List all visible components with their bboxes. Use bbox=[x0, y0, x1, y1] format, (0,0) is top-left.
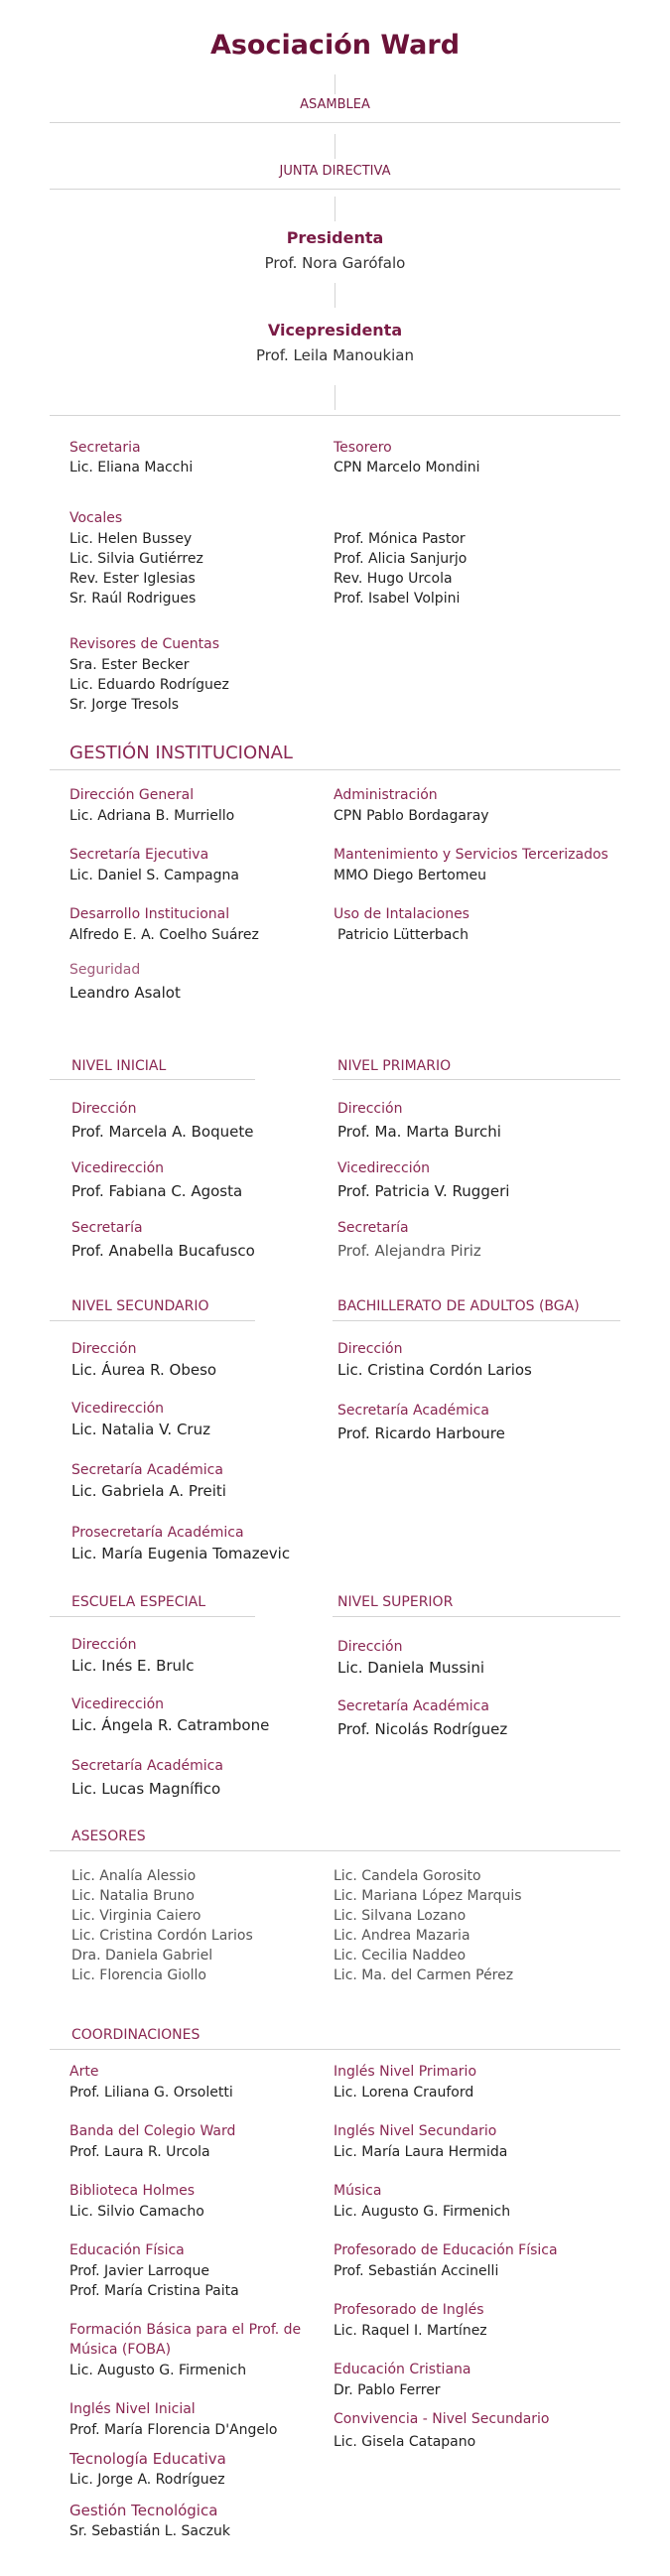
gestion-item-name: Lic. Adriana B. Murriello bbox=[69, 808, 235, 824]
gestion-item-label: Desarrollo Institucional bbox=[69, 906, 230, 922]
superior-item-name: Lic. Daniela Mussini bbox=[337, 1659, 485, 1677]
coordinacion-name: Prof. María Cristina Paita bbox=[69, 2283, 239, 2299]
primario-item-name: Prof. Ma. Marta Burchi bbox=[337, 1123, 501, 1141]
coordinacion-name: Sr. Sebastián L. Saczuk bbox=[69, 2523, 230, 2539]
coordinacion-name: Lic. Augusto G. Firmenich bbox=[334, 2204, 511, 2220]
inicial-item-label: Dirección bbox=[71, 1101, 137, 1117]
vocal-name: Sr. Raúl Rodrigues bbox=[69, 591, 197, 607]
bga-item-name: Lic. Cristina Cordón Larios bbox=[337, 1361, 532, 1379]
vocal-name: Lic. Silvia Gutiérrez bbox=[69, 551, 203, 567]
coordinacion-label: Inglés Nivel Inicial bbox=[69, 2401, 196, 2417]
asesor-name: Lic. Andrea Mazaria bbox=[334, 1928, 470, 1944]
especial-item-label: Vicedirección bbox=[71, 1696, 165, 1712]
especial-item-name: Lic. Ángela R. Catrambone bbox=[71, 1716, 270, 1734]
bga-heading: BACHILLERATO DE ADULTOS (BGA) bbox=[337, 1298, 580, 1314]
secretaria-label: Secretaria bbox=[69, 440, 141, 456]
coordinacion-label: Educación Cristiana bbox=[334, 2362, 471, 2377]
tesorero-label: Tesorero bbox=[334, 440, 392, 456]
presidenta-name: Prof. Nora Garófalo bbox=[264, 254, 406, 272]
asesor-name: Lic. Silvana Lozano bbox=[334, 1908, 467, 1924]
vocal-name: Prof. Isabel Volpini bbox=[334, 591, 461, 607]
secretaria-name: Lic. Eliana Macchi bbox=[69, 460, 194, 475]
asamblea-label: ASAMBLEA bbox=[300, 97, 370, 112]
coordinacion-label: Profesorado de Educación Física bbox=[334, 2242, 558, 2258]
asesores-heading: ASESORES bbox=[71, 1829, 146, 1844]
divider bbox=[333, 1079, 620, 1080]
coordinacion-name: Prof. María Florencia D'Angelo bbox=[69, 2422, 278, 2438]
coordinacion-label: Educación Física bbox=[69, 2242, 185, 2258]
vocal-name: Prof. Alicia Sanjurjo bbox=[334, 551, 468, 567]
asesor-name: Dra. Daniela Gabriel bbox=[71, 1948, 213, 1964]
divider bbox=[50, 769, 620, 770]
coordinacion-label: Inglés Nivel Primario bbox=[334, 2064, 477, 2080]
coordinacion-name: Dr. Pablo Ferrer bbox=[334, 2382, 441, 2398]
gestion-item-label: Administración bbox=[334, 787, 438, 803]
secundario-item-name: Lic. Gabriela A. Preiti bbox=[71, 1482, 226, 1500]
page-title: Asociación Ward bbox=[209, 30, 461, 61]
especial-item-label: Secretaría Académica bbox=[71, 1758, 223, 1774]
nivel-secundario-heading: NIVEL SECUNDARIO bbox=[71, 1298, 209, 1314]
inicial-item-name: Prof. Fabiana C. Agosta bbox=[71, 1182, 243, 1200]
gestion-item-name: MMO Diego Bertomeu bbox=[334, 868, 486, 883]
gestion-heading: GESTIÓN INSTITUCIONAL bbox=[69, 743, 293, 763]
primario-item-label: Dirección bbox=[337, 1101, 403, 1117]
inicial-item-name: Prof. Marcela A. Boquete bbox=[71, 1123, 254, 1141]
coordinacion-name: Lic. Lorena Crauford bbox=[334, 2085, 474, 2101]
vocal-name: Lic. Helen Bussey bbox=[69, 531, 193, 547]
secundario-item-label: Prosecretaría Académica bbox=[71, 1525, 244, 1541]
bga-item-label: Secretaría Académica bbox=[337, 1403, 489, 1419]
revisor-name: Sr. Jorge Tresols bbox=[69, 697, 180, 713]
coordinacion-label: Convivencia - Nivel Secundario bbox=[334, 2411, 550, 2427]
tesorero-name: CPN Marcelo Mondini bbox=[334, 460, 480, 475]
primario-item-label: Vicedirección bbox=[337, 1160, 431, 1176]
inicial-item-name: Prof. Anabella Bucafusco bbox=[71, 1242, 255, 1260]
gestion-item-name: Patricio Lütterbach bbox=[337, 927, 469, 943]
gestion-item-name: Lic. Daniel S. Campagna bbox=[69, 868, 239, 883]
vocales-label: Vocales bbox=[69, 510, 123, 526]
revisor-name: Lic. Eduardo Rodríguez bbox=[69, 677, 229, 693]
presidenta-title: Presidenta bbox=[286, 228, 384, 247]
coordinacion-name: Lic. Gisela Catapano bbox=[334, 2434, 476, 2450]
coordinacion-name: Prof. Laura R. Urcola bbox=[69, 2144, 210, 2160]
coordinacion-label: Biblioteca Holmes bbox=[69, 2183, 196, 2199]
especial-item-label: Dirección bbox=[71, 1637, 137, 1653]
secundario-item-name: Lic. Áurea R. Obeso bbox=[71, 1361, 217, 1379]
coordinacion-label: Música (FOBA) bbox=[69, 2342, 172, 2358]
coordinacion-label: Música bbox=[334, 2183, 382, 2199]
primario-item-name: Prof. Alejandra Piriz bbox=[337, 1242, 481, 1260]
divider bbox=[50, 1850, 620, 1851]
gestion-item-name: Alfredo E. A. Coelho Suárez bbox=[69, 927, 259, 943]
especial-item-name: Lic. Inés E. Brulc bbox=[71, 1657, 195, 1675]
revisor-name: Sra. Ester Becker bbox=[69, 657, 190, 673]
nivel-inicial-heading: NIVEL INICIAL bbox=[71, 1058, 167, 1074]
vocal-name: Prof. Mónica Pastor bbox=[334, 531, 466, 547]
gestion-item-label: Seguridad bbox=[69, 962, 141, 978]
coordinacion-label: Gestión Tecnológica bbox=[69, 2502, 218, 2519]
coordinacion-label: Banda del Colegio Ward bbox=[69, 2123, 236, 2139]
gestion-item-label: Uso de Intalaciones bbox=[334, 906, 469, 922]
superior-item-label: Dirección bbox=[337, 1639, 403, 1655]
asesor-name: Lic. Virginia Caiero bbox=[71, 1908, 201, 1924]
secundario-item-label: Vicedirección bbox=[71, 1401, 165, 1417]
coordinacion-name: Prof. Liliana G. Orsoletti bbox=[69, 2085, 233, 2101]
coordinacion-label: Arte bbox=[69, 2064, 99, 2080]
divider bbox=[50, 122, 620, 123]
gestion-item-label: Dirección General bbox=[69, 787, 195, 803]
vicepresidenta-name: Prof. Leila Manoukian bbox=[255, 346, 415, 364]
divider bbox=[333, 1616, 620, 1617]
asesor-name: Lic. Cristina Cordón Larios bbox=[71, 1928, 253, 1944]
inicial-item-label: Secretaría bbox=[71, 1220, 143, 1236]
coordinacion-label: Inglés Nivel Secundario bbox=[334, 2123, 497, 2139]
divider bbox=[50, 1616, 255, 1617]
divider bbox=[333, 1320, 620, 1321]
coordinaciones-heading: COORDINACIONES bbox=[71, 2027, 201, 2043]
divider bbox=[50, 1320, 255, 1321]
coordinacion-label: Profesorado de Inglés bbox=[334, 2302, 484, 2318]
superior-item-name: Prof. Nicolás Rodríguez bbox=[337, 1720, 508, 1738]
escuela-especial-heading: ESCUELA ESPECIAL bbox=[71, 1594, 206, 1610]
coordinacion-name: Lic. Raquel I. Martínez bbox=[334, 2323, 487, 2339]
asesor-name: Lic. Candela Gorosito bbox=[334, 1868, 481, 1884]
coordinacion-name: Lic. María Laura Hermida bbox=[334, 2144, 508, 2160]
asesor-name: Lic. Florencia Giollo bbox=[71, 1967, 206, 1983]
gestion-item-label: Secretaría Ejecutiva bbox=[69, 847, 209, 863]
secundario-item-name: Lic. Natalia V. Cruz bbox=[71, 1421, 210, 1438]
coordinacion-name: Lic. Jorge A. Rodríguez bbox=[69, 2472, 225, 2488]
primario-item-label: Secretaría bbox=[337, 1220, 409, 1236]
coordinacion-name: Prof. Sebastián Accinelli bbox=[334, 2263, 499, 2279]
asesor-name: Lic. Mariana López Marquis bbox=[334, 1888, 522, 1904]
divider bbox=[50, 189, 620, 190]
coordinacion-label: Tecnología Educativa bbox=[69, 2450, 226, 2468]
revisores-label: Revisores de Cuentas bbox=[69, 636, 219, 652]
secundario-item-label: Dirección bbox=[71, 1341, 137, 1357]
especial-item-name: Lic. Lucas Magnífico bbox=[71, 1780, 221, 1798]
secundario-item-label: Secretaría Académica bbox=[71, 1462, 223, 1478]
coordinacion-name: Lic. Silvio Camacho bbox=[69, 2204, 204, 2220]
superior-item-label: Secretaría Académica bbox=[337, 1698, 489, 1714]
gestion-item-name: Leandro Asalot bbox=[69, 984, 181, 1002]
junta-directiva-label: JUNTA DIRECTIVA bbox=[279, 164, 391, 179]
coordinacion-name: Prof. Javier Larroque bbox=[69, 2263, 209, 2279]
asesor-name: Lic. Analía Alessio bbox=[71, 1868, 197, 1884]
vocal-name: Rev. Ester Iglesias bbox=[69, 571, 196, 587]
vocal-name: Rev. Hugo Urcola bbox=[334, 571, 453, 587]
coordinacion-label: Formación Básica para el Prof. de bbox=[69, 2322, 302, 2338]
nivel-primario-heading: NIVEL PRIMARIO bbox=[337, 1058, 452, 1074]
inicial-item-label: Vicedirección bbox=[71, 1160, 165, 1176]
gestion-item-label: Mantenimiento y Servicios Tercerizados bbox=[334, 847, 608, 863]
divider bbox=[50, 1079, 255, 1080]
bga-item-name: Prof. Ricardo Harboure bbox=[337, 1424, 505, 1442]
vicepresidenta-title: Vicepresidenta bbox=[267, 321, 403, 339]
asesor-name: Lic. Natalia Bruno bbox=[71, 1888, 195, 1904]
nivel-superior-heading: NIVEL SUPERIOR bbox=[337, 1594, 454, 1610]
divider bbox=[50, 415, 620, 416]
secundario-item-name: Lic. María Eugenia Tomazevic bbox=[71, 1545, 291, 1562]
asesor-name: Lic. Cecilia Naddeo bbox=[334, 1948, 467, 1964]
bga-item-label: Dirección bbox=[337, 1341, 403, 1357]
gestion-item-name: CPN Pablo Bordagaray bbox=[334, 808, 489, 824]
coordinacion-name: Lic. Augusto G. Firmenich bbox=[69, 2363, 247, 2378]
divider bbox=[50, 2049, 620, 2050]
primario-item-name: Prof. Patricia V. Ruggeri bbox=[337, 1182, 510, 1200]
asesor-name: Lic. Ma. del Carmen Pérez bbox=[334, 1967, 514, 1983]
